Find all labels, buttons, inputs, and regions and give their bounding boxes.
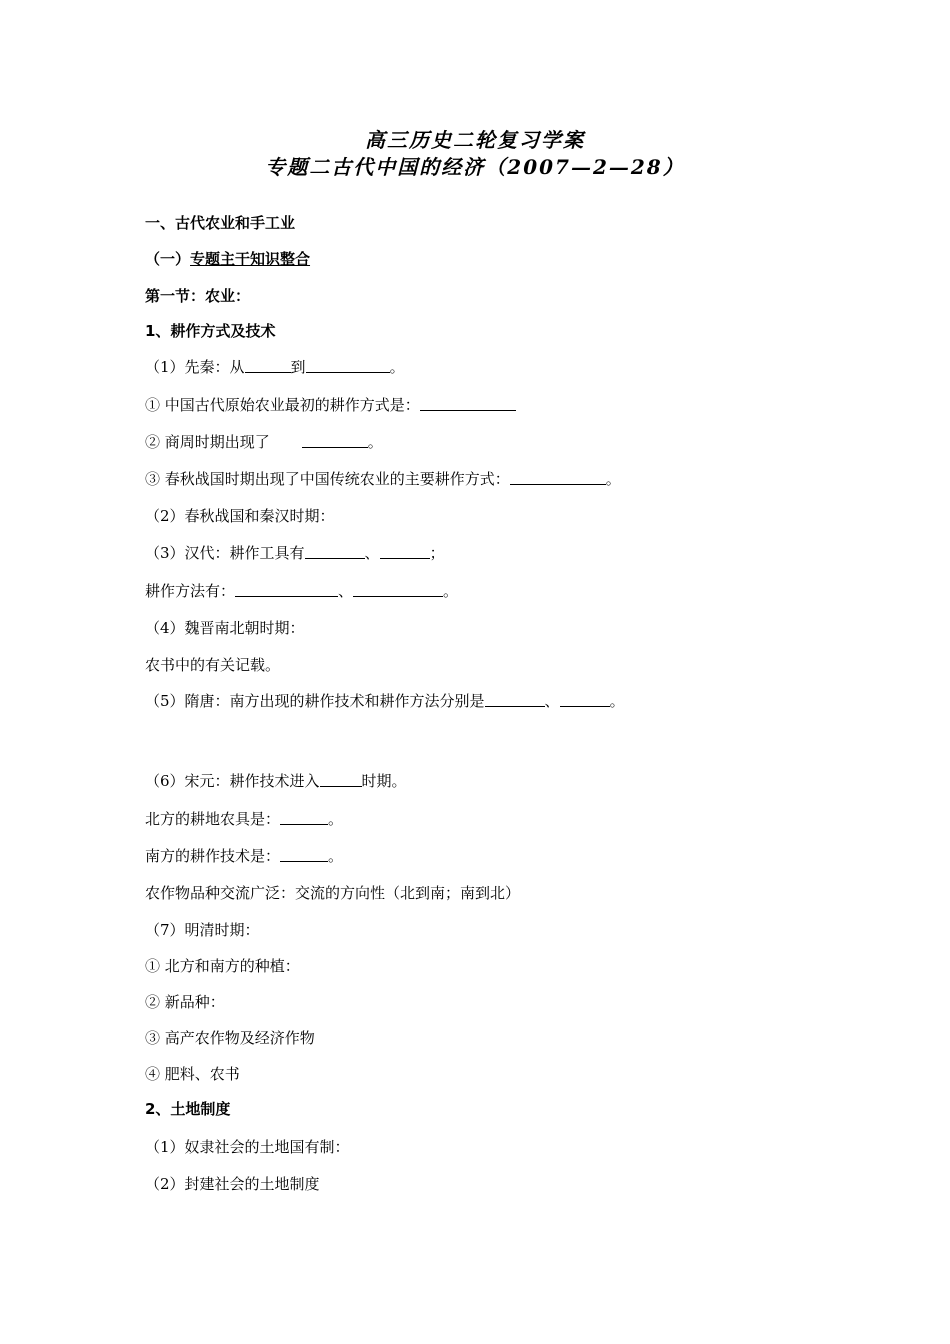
text-segment: 南方的耕作技术是： [145, 847, 281, 865]
subsection-prefix: （一） [145, 250, 191, 268]
text-segment: 。 [328, 847, 344, 865]
text-segment: 。 [367, 433, 383, 451]
text-line: （1）奴隶社会的土地国有制： [145, 1138, 350, 1156]
text-segment: （6）宋元：耕作技术进入 [145, 772, 320, 790]
chapter-heading: 第一节：农业： [145, 287, 251, 305]
fill-blank[interactable] [420, 395, 516, 411]
fill-blank[interactable] [302, 432, 368, 448]
text-segment: 到 [290, 358, 306, 376]
fill-blank[interactable] [306, 357, 390, 373]
text-segment: 、 [544, 692, 560, 710]
subsection-heading [145, 248, 310, 270]
fill-blank[interactable] [320, 771, 362, 787]
text-segment: 。 [609, 692, 625, 710]
fill-blank[interactable] [380, 543, 430, 559]
doc-title: 高三历史二轮复习学案 [365, 128, 585, 152]
text-segment: 。 [443, 582, 459, 600]
text-line [145, 394, 516, 416]
text-segment: 、 [338, 582, 354, 600]
text-line [145, 845, 343, 867]
text-segment: （1）先秦：从 [145, 358, 245, 376]
fill-blank[interactable] [305, 543, 365, 559]
text-line: ④ 肥料、农书 [145, 1065, 240, 1083]
text-line: ③ 高产农作物及经济作物 [145, 1029, 315, 1047]
fill-blank[interactable] [485, 691, 545, 707]
text-segment: （5）隋唐：南方出现的耕作技术和耕作方法分别是 [145, 692, 485, 710]
doc-subtitle: 专题二古代中国的经济（2007—2—28） [265, 155, 685, 179]
text-line: ① 北方和南方的种植： [145, 957, 300, 975]
topic-heading: 1、耕作方式及技术 [145, 322, 276, 340]
text-line: 农作物品种交流广泛：交流的方向性（北到南；南到北） [145, 884, 521, 902]
text-line: ② 新品种： [145, 993, 225, 1011]
fill-blank[interactable] [280, 846, 328, 862]
text-segment: （3）汉代：耕作工具有 [145, 544, 305, 562]
text-segment: ③ 春秋战国时期出现了中国传统农业的主要耕作方式： [145, 470, 510, 488]
text-segment: ； [429, 544, 445, 562]
text-line: （4）魏晋南北朝时期： [145, 619, 305, 637]
text-line [145, 431, 383, 453]
fill-blank[interactable] [510, 469, 606, 485]
section-heading: 一、古代农业和手工业 [145, 214, 296, 232]
text-segment: 。 [389, 358, 405, 376]
fill-blank[interactable] [280, 809, 328, 825]
text-line: 农书中的有关记载。 [145, 656, 281, 674]
text-line: （2）春秋战国和秦汉时期： [145, 507, 335, 525]
fill-blank[interactable] [235, 581, 338, 597]
text-segment: 。 [605, 470, 621, 488]
subsection-title: 专题主干知识整合 [190, 250, 311, 268]
text-line [145, 690, 625, 712]
text-segment: ② 商周时期出现了 [145, 433, 270, 451]
fill-blank[interactable] [353, 581, 443, 597]
text-segment: 。 [328, 810, 344, 828]
topic-heading: 2、土地制度 [145, 1100, 231, 1118]
text-segment: 、 [364, 544, 380, 562]
text-segment: 耕作方法有： [145, 582, 236, 600]
text-line [145, 580, 458, 602]
text-line [145, 542, 445, 564]
text-segment: ① 中国古代原始农业最初的耕作方式是： [145, 396, 420, 414]
fill-blank[interactable] [560, 691, 610, 707]
fill-blank[interactable] [245, 357, 291, 373]
text-line: （7）明清时期： [145, 921, 260, 939]
text-segment: 时期。 [361, 772, 407, 790]
text-segment: 北方的耕地农具是： [145, 810, 281, 828]
text-line [145, 356, 405, 378]
text-line [145, 808, 343, 830]
text-line [145, 468, 621, 490]
text-line [145, 770, 407, 792]
text-line: （2）封建社会的土地制度 [145, 1175, 320, 1193]
